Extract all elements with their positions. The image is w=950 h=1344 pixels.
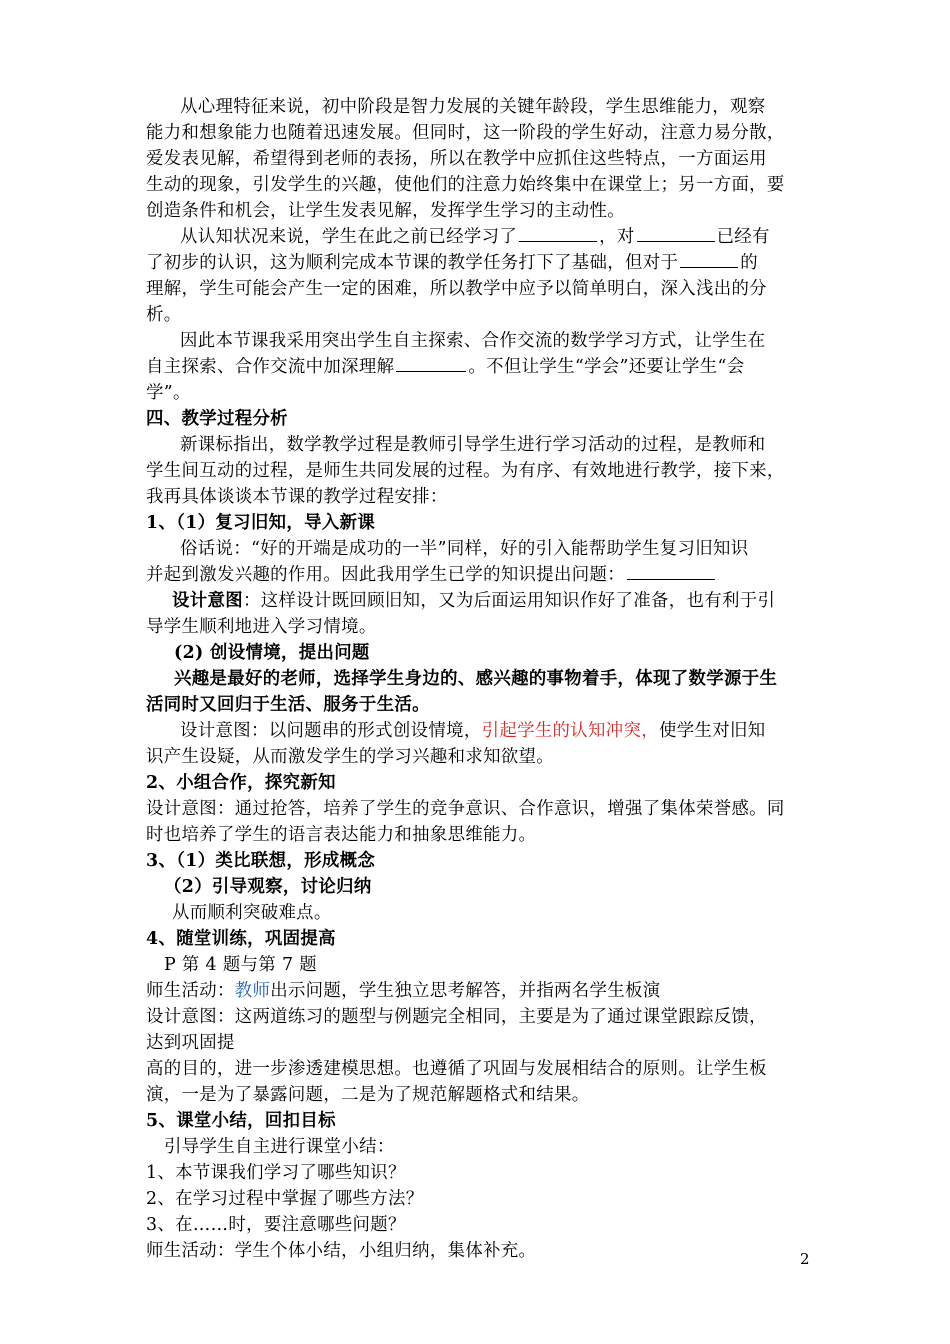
paragraph-line: P 第 4 题与第 7 题 [164, 955, 317, 975]
paragraph-line: 师生活动：学生个体小结，小组归纳，集体补充。 [146, 1241, 537, 1261]
text: 的 [740, 253, 758, 273]
paragraph-line [180, 225, 770, 249]
text: 自主探索、合作交流中加深理解 [146, 357, 395, 377]
paragraph-line: 兴趣是最好的老师，选择学生身边的、感兴趣的事物着手，体现了数学源于生 [174, 669, 778, 689]
list-item: 2、在学习过程中掌握了哪些方法？ [146, 1189, 424, 1209]
paragraph-line [146, 563, 717, 587]
fill-blank [396, 356, 466, 372]
fill-blank [519, 226, 597, 242]
fill-blank [627, 564, 715, 580]
paragraph-line: 设计意图：通过抢答，培养了学生的竞争意识、合作意识，增强了集体荣誉感。同 [146, 799, 785, 819]
fill-blank [637, 226, 715, 242]
fill-blank [680, 252, 738, 268]
section-heading: 四、教学过程分析 [146, 409, 288, 429]
paragraph-line: 识产生设疑，从而激发学生的学习兴趣和求知欲望。 [146, 747, 555, 767]
paragraph-line: 创造条件和机会，让学生发表见解，发挥学生学习的主动性。 [146, 201, 625, 221]
text: ，对 [599, 227, 635, 247]
text: 使学生对旧知 [659, 721, 766, 741]
paragraph-line: 理解，学生可能会产生一定的困难，所以教学中应予以简单明白，深入浅出的分 [146, 279, 767, 299]
text: 设计意图 [172, 591, 243, 611]
paragraph-line: 达到巩固提 [146, 1033, 235, 1053]
text: 。不但让学生“学会”还要让学生“会 [468, 357, 745, 377]
paragraph-line [180, 719, 765, 743]
paragraph-line: 俗话说：“好的开端是成功的一半”同样，好的引入能帮助学生复习旧知识 [180, 539, 749, 559]
text: 师生活动： [146, 981, 235, 1001]
sub-heading: （2）引导观察，讨论归纳 [164, 877, 372, 897]
highlight-text: 引起学生的认知冲突， [481, 721, 660, 741]
text: 了初步的认识，这为顺利完成本节课的教学任务打下了基础，但对于 [146, 253, 679, 273]
paragraph-line: 我再具体谈谈本节课的教学过程安排： [146, 487, 448, 507]
paragraph-line: 能力和想象能力也随着迅速发展。但同时，这一阶段的学生好动，注意力易分散， [146, 123, 785, 143]
list-item: 1、本节课我们学习了哪些知识？ [146, 1163, 406, 1183]
paragraph-line: 从而顺利突破难点。 [172, 903, 332, 923]
paragraph-line: 设计意图：这两道练习的题型与例题完全相同，主要是为了通过课堂跟踪反馈， [146, 1007, 767, 1027]
paragraph-line: 高的目的，进一步渗透建模思想。也遵循了巩固与发展相结合的原则。让学生板 [146, 1059, 767, 1079]
section-heading: 5、课堂小结，回扣目标 [146, 1111, 336, 1131]
text: ：这样设计既回顾旧知，又为后面运用知识作好了准备，也有利于引 [242, 591, 776, 611]
paragraph-line: 时也培养了学生的语言表达能力和抽象思维能力。 [146, 825, 537, 845]
paragraph-line: 生动的现象，引发学生的兴趣，使他们的注意力始终集中在课堂上；另一方面，要 [146, 175, 785, 195]
paragraph-line: 演，一是为了暴露问题，二是为了规范解题格式和结果。 [146, 1085, 590, 1105]
paragraph-line: 导学生顺利地进入学习情境。 [146, 617, 377, 637]
highlight-text: 教师 [234, 981, 271, 1001]
text: 出示问题，学生独立思考解答，并指两名学生板演 [270, 981, 661, 1001]
paragraph-line: 引导学生自主进行课堂小结： [164, 1137, 395, 1157]
paragraph-line: 爱发表见解，希望得到老师的表扬，所以在教学中应抓住这些特点，一方面运用 [146, 149, 767, 169]
section-heading: 3、（1）类比联想，形成概念 [146, 851, 376, 871]
paragraph-line: 学生间互动的过程，是师生共同发展的过程。为有序、有效地进行教学，接下来， [146, 461, 785, 481]
text: 已经有 [716, 227, 770, 247]
paragraph-line [146, 355, 744, 379]
paragraph-line [146, 979, 661, 1003]
page-number: 2 [800, 1250, 810, 1268]
paragraph-line [146, 251, 758, 275]
text: 从认知状况来说，学生在此之前已经学习了 [180, 227, 518, 247]
paragraph-line: 活同时又回归于生活、服务于生活。 [146, 695, 430, 715]
section-heading: 1、（1）复习旧知，导入新课 [146, 513, 376, 533]
section-heading: 2、小组合作，探究新知 [146, 773, 336, 793]
list-item: 3、在……时，要注意哪些问题？ [146, 1215, 406, 1235]
paragraph-line: 从心理特征来说，初中阶段是智力发展的关键年龄段，学生思维能力，观察 [180, 97, 766, 117]
paragraph-line [172, 589, 775, 613]
paragraph-line: 新课标指出，数学教学过程是教师引导学生进行学习活动的过程，是教师和 [180, 435, 766, 455]
section-heading: 4、随堂训练，巩固提高 [146, 929, 336, 949]
sub-heading: (2) 创设情境，提出问题 [174, 643, 370, 663]
paragraph-line: 学”。 [146, 383, 191, 403]
text: 并起到激发兴趣的作用。因此我用学生已学的知识提出问题： [146, 565, 625, 585]
paragraph-line: 因此本节课我采用突出学生自主探索、合作交流的数学学习方式，让学生在 [180, 331, 766, 351]
paragraph-line: 析。 [146, 305, 182, 325]
text: 设计意图：以问题串的形式创设情境， [180, 721, 482, 741]
